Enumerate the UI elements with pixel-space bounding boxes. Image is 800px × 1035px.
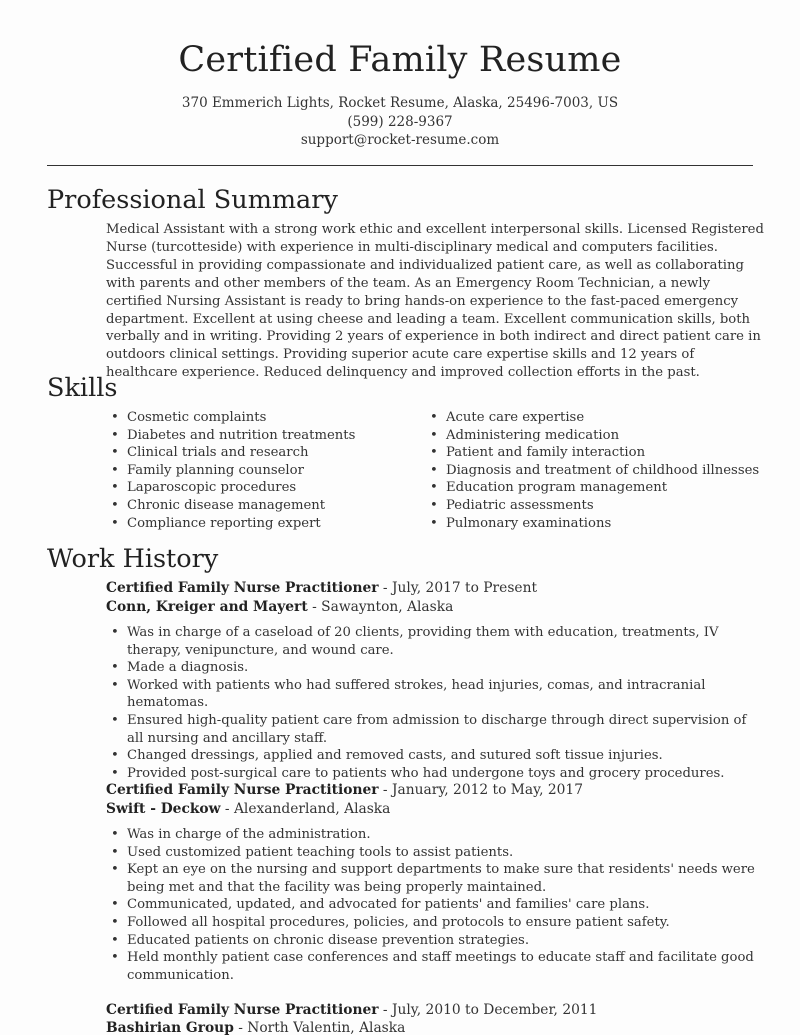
job-title-line bbox=[106, 782, 583, 798]
job-title-line bbox=[106, 1002, 597, 1018]
duty-item: • Followed all hospital procedures, policies, and protocols to ensure patient safety. bbox=[106, 914, 766, 932]
job-company-line bbox=[106, 599, 453, 615]
summary-heading: Professional Summary bbox=[47, 185, 338, 215]
job-location: - North Valentin, Alaska bbox=[233, 1020, 406, 1035]
skill-item: • Family planning counselor bbox=[106, 462, 355, 480]
skills-right-list bbox=[425, 409, 759, 532]
summary-text: Medical Assistant with a strong work ethic and excellent interpersonal skills. Licensed Registered Nurse (turcotteside) with experience in multi-disciplinary medical and computers facilities. Successful in providing compassionate and individualized patient care, as well as collaborating with parents and other members of the team. As an Emergency Room Technician, a newly certified Nursing Assistant is ready to bring hands-on experience to the fast-paced emergency department. Excellent at using cheese and leading a team. Excellent communication skills, both verbally and in writing. Providing 2 years of experience in both indirect and direct patient care in outdoors clinical settings. Providing superior acute care expertise skills and 12 years of healthcare experience. Reduced delinquency and improved collection efforts in the past. bbox=[106, 222, 764, 381]
skills-left-list bbox=[106, 409, 355, 532]
skill-item: • Clinical trials and research bbox=[106, 444, 355, 462]
job-dates: - January, 2012 to May, 2017 bbox=[378, 782, 583, 798]
duty-item: • Held monthly patient case conferences and staff meetings to educate staff and facilitate good communication. bbox=[106, 949, 766, 984]
job-dates: - July, 2010 to December, 2011 bbox=[378, 1002, 598, 1018]
skill-item: • Laparoscopic procedures bbox=[106, 479, 355, 497]
job-company-line bbox=[106, 1020, 405, 1035]
job-company: Conn, Kreiger and Mayert bbox=[106, 599, 308, 615]
job-duties-list bbox=[106, 826, 766, 984]
header-divider bbox=[47, 165, 753, 166]
duty-item: • Ensured high-quality patient care from admission to discharge through direct supervision of all nursing and ancillary staff. bbox=[106, 712, 766, 747]
job-duties-list bbox=[106, 624, 766, 782]
skill-item: • Diabetes and nutrition treatments bbox=[106, 427, 355, 445]
job-location: - Sawaynton, Alaska bbox=[307, 599, 454, 615]
skill-item: • Pulmonary examinations bbox=[425, 515, 759, 533]
duty-item: • Communicated, updated, and advocated for patients' and families' care plans. bbox=[106, 896, 766, 914]
duty-item: • Was in charge of a caseload of 20 clients, providing them with education, treatments, IV therapy, venipuncture, and wound care. bbox=[106, 624, 766, 659]
skill-item: • Patient and family interaction bbox=[425, 444, 759, 462]
duty-item: • Used customized patient teaching tools to assist patients. bbox=[106, 844, 766, 862]
job-company-line bbox=[106, 801, 390, 817]
job-title: Certified Family Nurse Practitioner bbox=[106, 1002, 379, 1018]
duty-item: • Provided post-surgical care to patients who had undergone toys and grocery procedures. bbox=[106, 765, 766, 783]
skill-item: • Education program management bbox=[425, 479, 759, 497]
skill-item: • Cosmetic complaints bbox=[106, 409, 355, 427]
duty-item: • Educated patients on chronic disease prevention strategies. bbox=[106, 932, 766, 950]
skills-heading: Skills bbox=[47, 373, 118, 403]
work-heading: Work History bbox=[47, 544, 219, 574]
duty-item: • Made a diagnosis. bbox=[106, 659, 766, 677]
skill-item: • Administering medication bbox=[425, 427, 759, 445]
job-company: Bashirian Group bbox=[106, 1020, 234, 1035]
job-title-line bbox=[106, 580, 537, 596]
skill-item: • Acute care expertise bbox=[425, 409, 759, 427]
duty-item: • Was in charge of the administration. bbox=[106, 826, 766, 844]
contact-phone: (599) 228-9367 bbox=[347, 114, 453, 130]
job-title: Certified Family Nurse Practitioner bbox=[106, 580, 379, 596]
duty-item: • Kept an eye on the nursing and support departments to make sure that residents' needs were being met and that the facility was being properly maintained. bbox=[106, 861, 766, 896]
resume-title: Certified Family Resume bbox=[178, 40, 622, 80]
job-company: Swift - Deckow bbox=[106, 801, 221, 817]
job-location: - Alexanderland, Alaska bbox=[220, 801, 391, 817]
skill-item: • Diagnosis and treatment of childhood illnesses bbox=[425, 462, 759, 480]
contact-email: support@rocket-resume.com bbox=[300, 132, 500, 148]
duty-item: • Worked with patients who had suffered strokes, head injuries, comas, and intracranial hematomas. bbox=[106, 677, 766, 712]
skill-item: • Pediatric assessments bbox=[425, 497, 759, 515]
contact-address: 370 Emmerich Lights, Rocket Resume, Alaska, 25496-7003, US bbox=[181, 95, 619, 111]
duty-item: • Changed dressings, applied and removed casts, and sutured soft tissue injuries. bbox=[106, 747, 766, 765]
job-dates: - July, 2017 to Present bbox=[378, 580, 537, 596]
job-title: Certified Family Nurse Practitioner bbox=[106, 782, 379, 798]
skill-item: • Compliance reporting expert bbox=[106, 515, 355, 533]
skill-item: • Chronic disease management bbox=[106, 497, 355, 515]
